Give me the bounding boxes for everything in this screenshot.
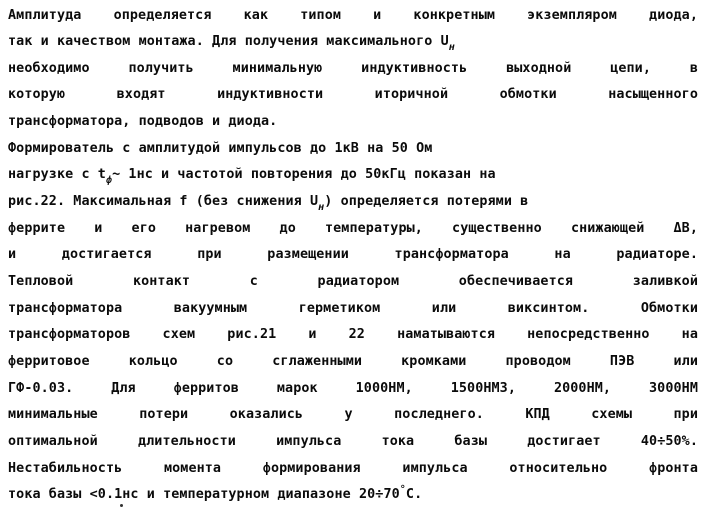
- text-line-8-subscript: н: [318, 202, 325, 213]
- text-line-2: [8, 34, 698, 53]
- text-line-15: ГФ-0.03. Для ферритов марок 1000НМ, 1500НМ3, 2000НМ, 3000НМ: [8, 381, 698, 396]
- text-line-16: минимальные потери оказались у последнего. КПД схемы при: [8, 407, 698, 422]
- text-line-1: Амплитуда определяется как типом и конкретным экземпляром диода,: [8, 8, 698, 23]
- text-line-8: [8, 194, 698, 213]
- text-line-7-pre: нагрузке с t: [8, 167, 106, 182]
- text-line-9: феррите и его нагревом до температуры, существенно снижающей ΔB,: [8, 221, 698, 236]
- text-line-19-degree: °: [399, 484, 406, 495]
- text-line-18: Нестабильность момента формирования импульса относительно фронта: [8, 461, 698, 476]
- text-line-12: трансформатора вакуумным герметиком или виксинтом. Обмотки: [8, 301, 698, 316]
- scan-speck: [120, 504, 123, 507]
- text-line-14: ферритовое кольцо со сглаженными кромками проводом ПЭВ или: [8, 354, 698, 369]
- text-line-6: Формирователь с амплитудой импульсов до 1кВ на 50 Ом: [8, 141, 433, 156]
- text-line-11: Тепловой контакт с радиатором обеспечивается заливкой: [8, 274, 698, 289]
- text-line-19-post: C.: [405, 487, 423, 502]
- text-line-4: которую входят индуктивности иторичной обмотки насыщенного: [8, 87, 698, 102]
- text-line-7-post: ~ 1нс и частотой повторения до 50кГц показан на: [112, 167, 496, 182]
- text-line-2-main: так и качеством монтажа. Для получения максимального U: [8, 34, 449, 49]
- text-line-13: трансформаторов схем рис.21 и 22 наматываются непосредственно на: [8, 327, 698, 342]
- text-line-7: [8, 167, 698, 186]
- text-line-8-post: ) определяется потерями в: [324, 194, 529, 209]
- text-line-17: оптимальной длительности импульса тока базы достигает 40÷50%.: [8, 434, 698, 449]
- text-line-8-pre: рис.22. Максимальная f (без снижения U: [8, 194, 319, 209]
- text-line-2-subscript: н: [448, 42, 455, 53]
- text-line-3: необходимо получить минимальную индуктивность выходной цепи, в: [8, 61, 698, 76]
- text-line-19: [8, 484, 698, 503]
- text-line-5: трансформатора, подводов и диода.: [8, 114, 278, 129]
- text-line-7-subscript: ф: [105, 175, 113, 186]
- text-line-10: и достигается при размещении трансформатора на радиаторе.: [8, 247, 698, 262]
- text-line-19-pre: тока базы <0.1нс и температурном диапазоне 20÷70: [8, 487, 400, 502]
